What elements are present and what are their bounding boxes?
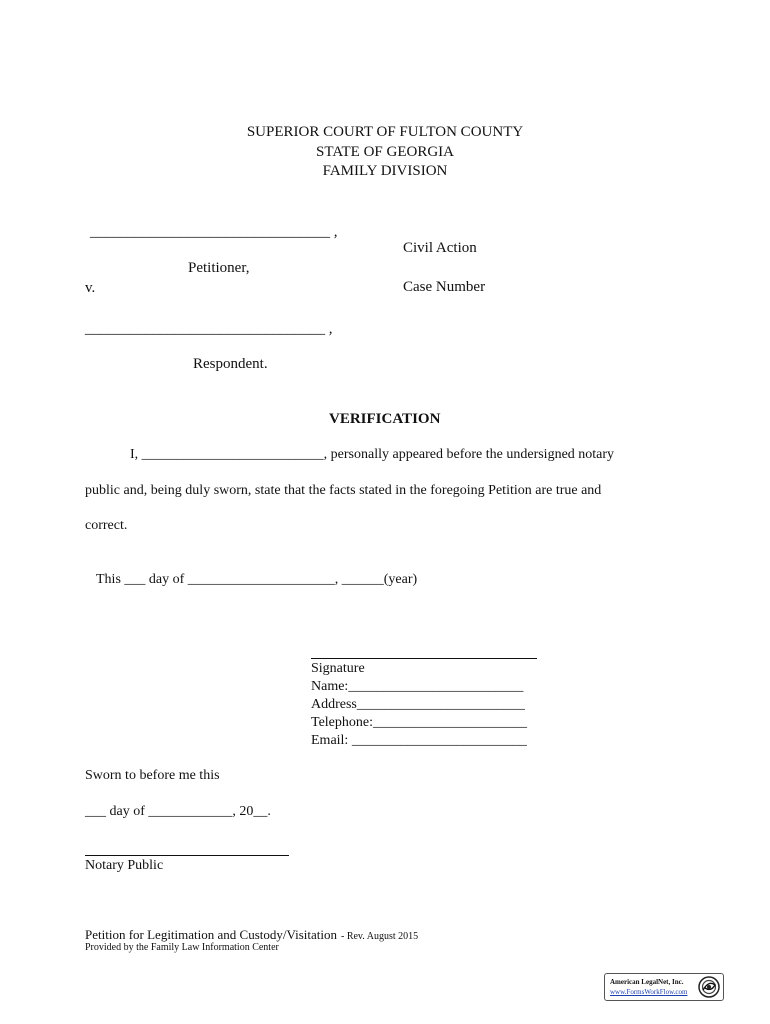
swirl-logo-icon xyxy=(698,976,720,998)
verification-line-2: public and, being duly sworn, state that the facts stated in the foregoing Petition are true and xyxy=(85,483,602,498)
date-line: This ___ day of _____________________, ______(year) xyxy=(96,572,418,587)
notary-day-line: ___ day of ____________, 20__. xyxy=(85,804,271,819)
respondent-name-blank: ________________________________ , xyxy=(85,321,333,337)
footer-provided: Provided by the Family Law Information Center xyxy=(85,942,279,953)
court-name: SUPERIOR COURT OF FULTON COUNTY xyxy=(246,124,524,140)
footer-title: Petition for Legitimation and Custody/Visitation xyxy=(85,927,337,942)
logo-company: American LegalNet, Inc. xyxy=(610,978,684,986)
address-field: Address________________________ xyxy=(311,697,525,712)
verification-title: VERIFICATION xyxy=(329,411,441,427)
signature-label: Signature xyxy=(311,661,365,676)
logo-url[interactable]: www.FormsWorkFlow.com xyxy=(610,988,688,996)
american-legalnet-logo xyxy=(604,973,724,1001)
petitioner-name-blank: ________________________________ , xyxy=(90,224,338,240)
case-number-label: Case Number xyxy=(403,279,486,295)
telephone-field: Telephone:______________________ xyxy=(311,715,527,730)
civil-action-label: Civil Action xyxy=(403,240,477,256)
signature-line xyxy=(311,658,537,659)
name-field: Name:_________________________ xyxy=(311,679,524,694)
footer-revision: - Rev. August 2015 xyxy=(340,931,419,942)
petitioner-label: Petitioner, xyxy=(188,260,250,276)
verification-line-3: correct. xyxy=(85,518,128,533)
sworn-label: Sworn to before me this xyxy=(85,768,220,783)
notary-public-label: Notary Public xyxy=(85,858,164,873)
email-field: Email: _________________________ xyxy=(311,733,527,748)
notary-signature-line xyxy=(85,855,289,856)
respondent-label: Respondent. xyxy=(193,356,268,372)
state-name: STATE OF GEORGIA xyxy=(316,144,454,160)
versus-label: v. xyxy=(85,280,96,296)
division-name: FAMILY DIVISION xyxy=(322,163,448,179)
verification-line-1: I, __________________________, personally appeared before the undersigned notary xyxy=(130,447,615,462)
